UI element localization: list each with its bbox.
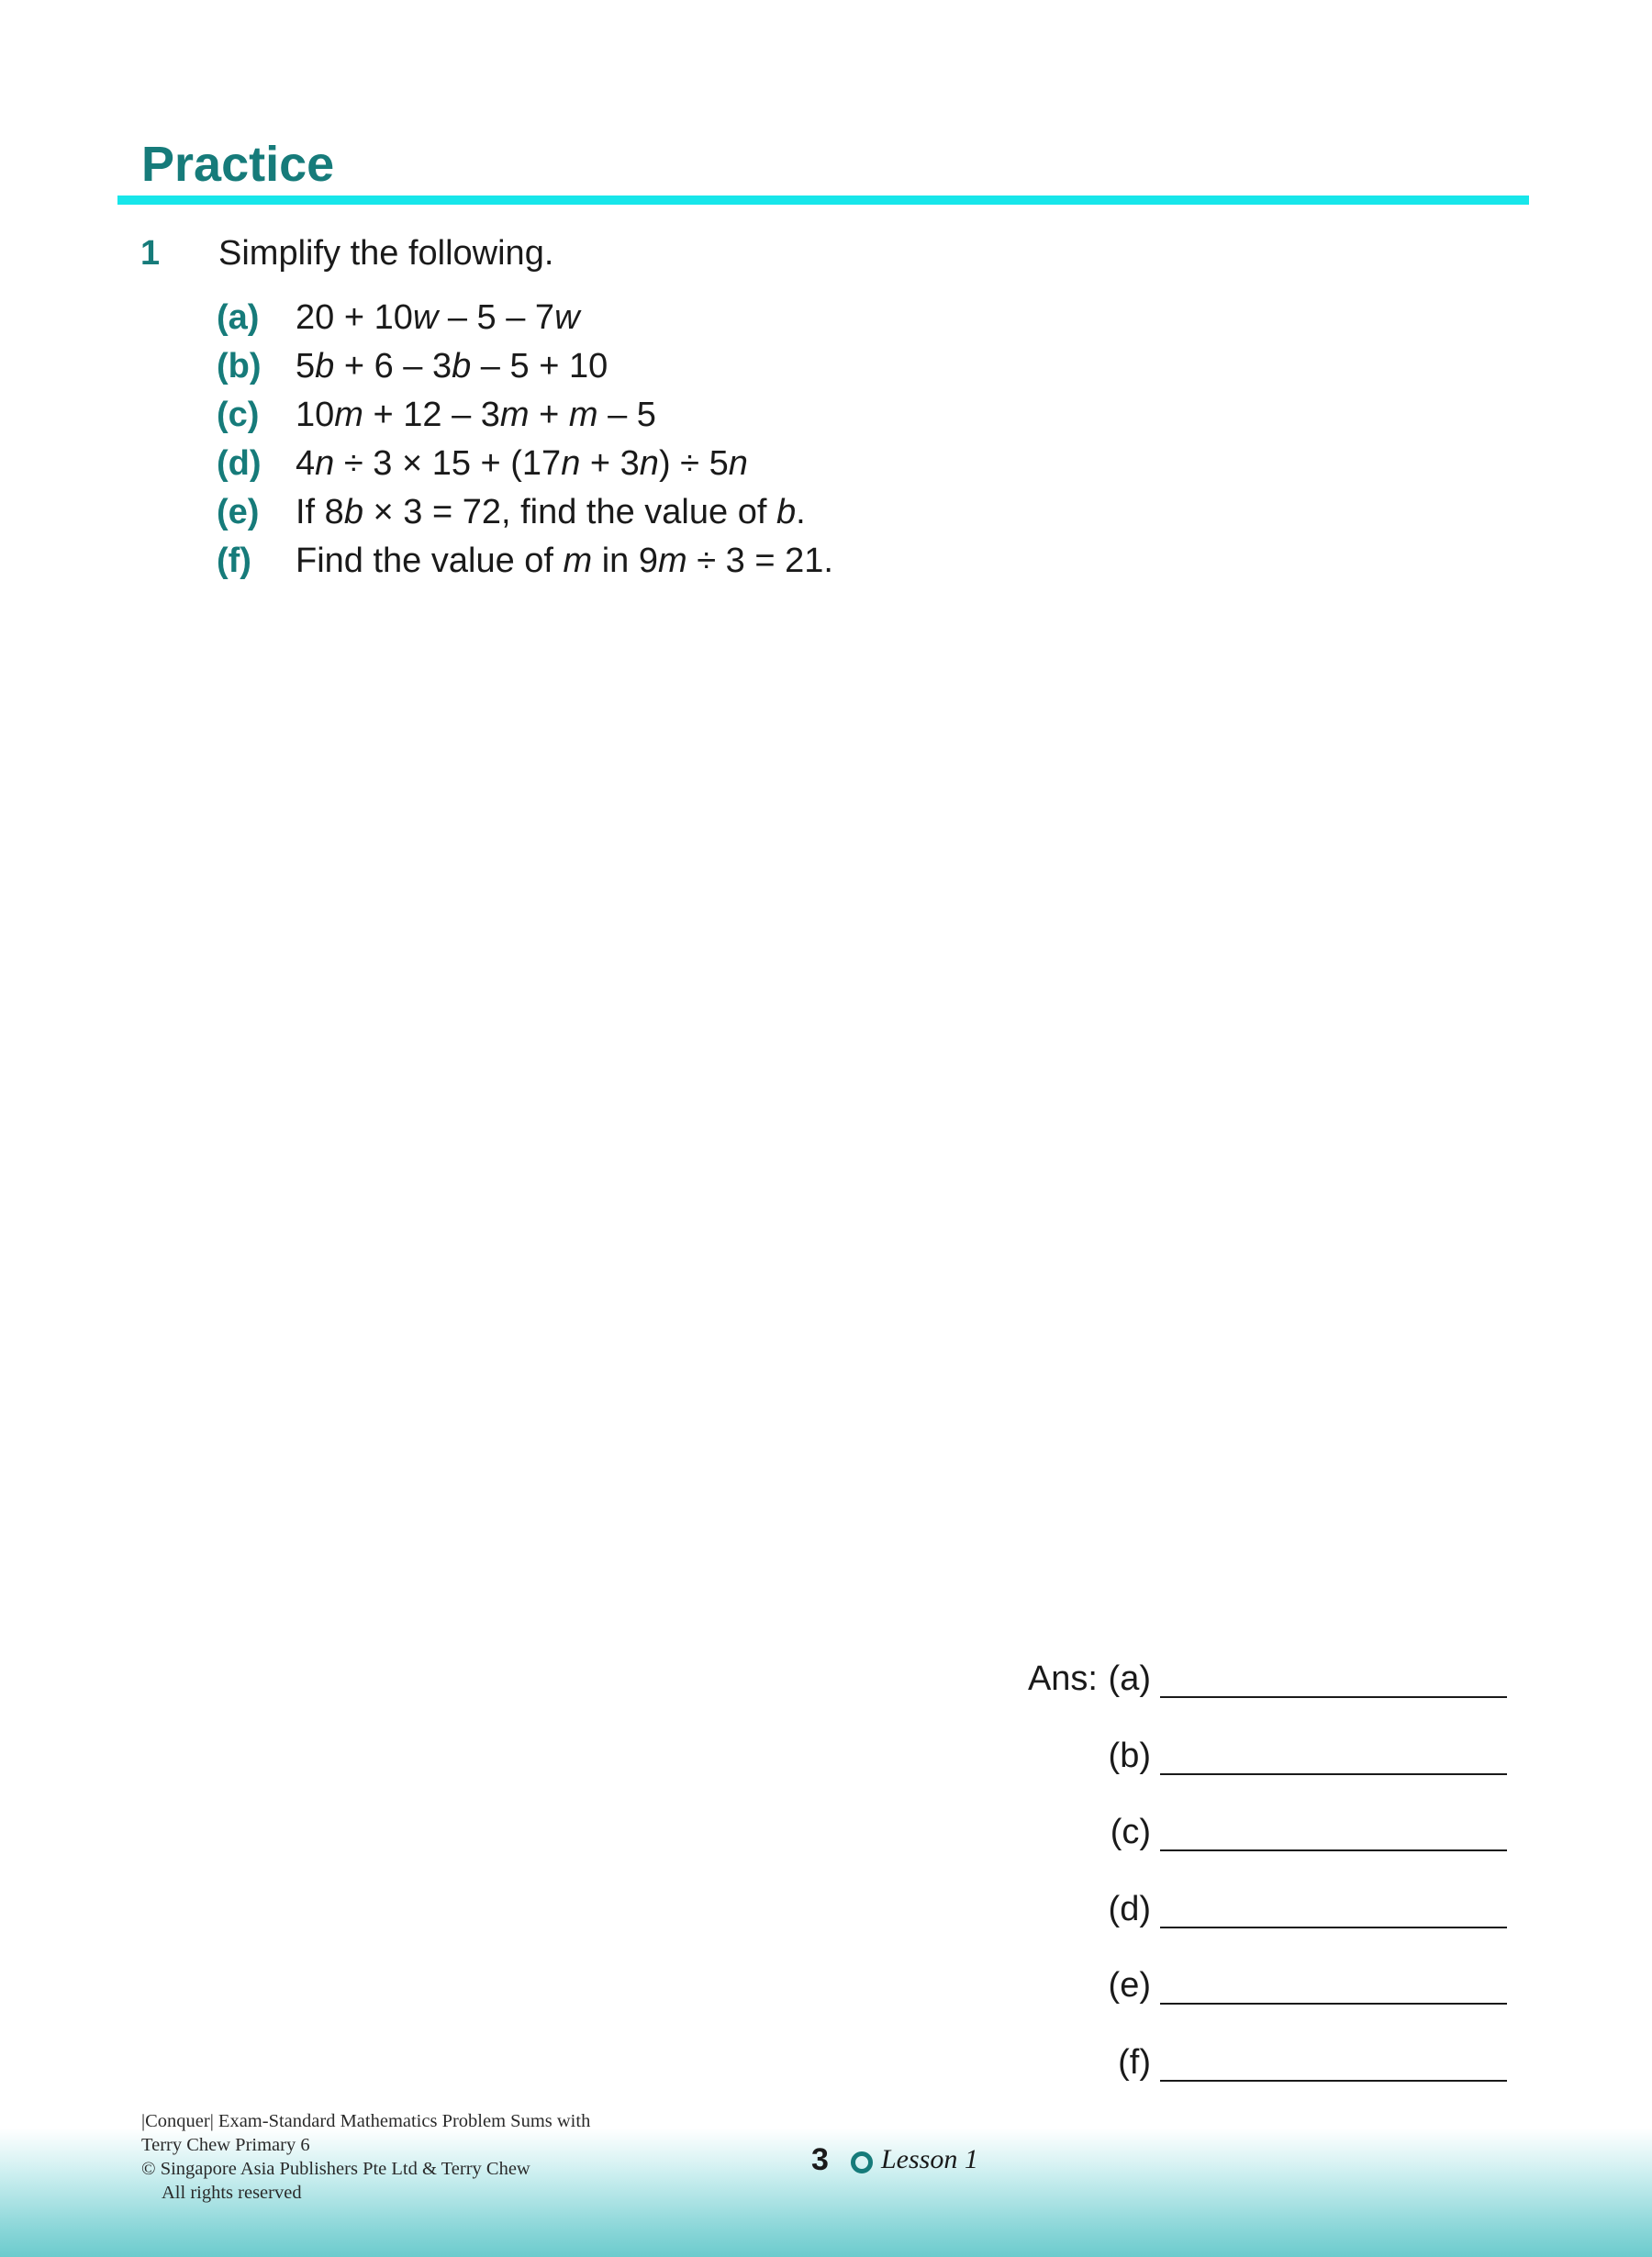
part-expression <box>296 396 656 435</box>
math-variable: n <box>561 444 581 483</box>
math-text: + <box>529 396 569 434</box>
lesson-label: Lesson 1 <box>881 2144 978 2174</box>
math-variable: n <box>639 444 659 483</box>
question-part <box>217 440 833 488</box>
answer-row-b <box>1010 1737 1510 1814</box>
math-text: × 3 = 72, find the value of <box>363 493 776 531</box>
math-text: ÷ 3 = 21. <box>686 542 833 580</box>
question-part <box>217 342 833 391</box>
answer-line-e[interactable] <box>1160 2003 1507 2005</box>
answer-line-d[interactable] <box>1160 1927 1507 1928</box>
question-part <box>217 294 833 342</box>
math-variable: b <box>315 347 335 385</box>
answer-line-c[interactable] <box>1160 1849 1507 1851</box>
answer-row-c <box>1010 1813 1510 1890</box>
footer-credits <box>141 2109 590 2205</box>
answer-block <box>1010 1659 1510 2120</box>
math-variable: w <box>412 298 439 337</box>
answer-row-f <box>1010 2043 1510 2120</box>
answer-label: (b) <box>1108 1736 1151 1775</box>
math-text: ÷ 3 × 15 + (17 <box>334 444 562 483</box>
question-stem: Simplify the following. <box>218 234 554 273</box>
math-text: 20 + 10 <box>296 298 413 337</box>
book-title-line1: |Conquer| Exam-Standard Mathematics Problem Sums with <box>141 2111 591 2131</box>
answer-label: (e) <box>1108 1966 1151 2006</box>
question-part <box>217 488 833 537</box>
math-text: in 9 <box>592 542 658 580</box>
math-variable: m <box>499 396 530 434</box>
math-text: . <box>796 493 806 531</box>
answer-line-f[interactable] <box>1160 2080 1507 2082</box>
math-variable: m <box>658 542 687 580</box>
math-variable: b <box>343 493 363 531</box>
question-parts <box>217 294 833 586</box>
rights-line: All rights reserved <box>162 2183 302 2203</box>
part-label: (d) <box>217 444 262 483</box>
math-variable: m <box>563 542 593 580</box>
math-variable: m <box>568 396 598 434</box>
answer-row-d <box>1010 1890 1510 1967</box>
math-text: + 6 – 3 <box>334 347 452 385</box>
answer-label: (c) <box>1110 1813 1151 1852</box>
part-expression <box>296 444 748 484</box>
question-part <box>217 537 833 586</box>
question-number: 1 <box>140 234 161 273</box>
answer-row-a <box>1010 1659 1510 1737</box>
math-variable: b <box>776 493 797 531</box>
part-label: (e) <box>217 493 260 531</box>
answer-label: (f) <box>1118 2042 1151 2082</box>
math-text: – 5 <box>597 396 656 434</box>
math-variable: w <box>554 298 580 337</box>
math-text: 10 <box>296 396 335 434</box>
title-divider <box>117 196 1529 205</box>
part-label: (c) <box>217 396 260 434</box>
part-expression <box>296 493 806 532</box>
math-text: Find the value of <box>296 542 564 580</box>
math-variable: m <box>334 396 363 434</box>
publisher-line: © Singapore Asia Publishers Pte Ltd & Terry Chew <box>141 2159 530 2179</box>
part-label: (f) <box>217 542 251 580</box>
answer-label: (d) <box>1108 1889 1151 1928</box>
math-text: + 3 <box>580 444 640 483</box>
page-title: Practice <box>141 137 335 192</box>
part-expression <box>296 298 580 338</box>
math-text: + 12 – 3 <box>363 396 500 434</box>
math-text: – 5 – 7 <box>438 298 555 337</box>
math-text: If 8 <box>296 493 344 531</box>
answer-line-b[interactable] <box>1160 1773 1507 1775</box>
answer-row-e <box>1010 1966 1510 2043</box>
math-text: 5 <box>296 347 316 385</box>
math-text: ) ÷ 5 <box>658 444 729 483</box>
part-label: (a) <box>217 298 260 337</box>
book-title-line2: Terry Chew Primary 6 <box>141 2135 310 2155</box>
page-number: 3 <box>811 2142 829 2177</box>
math-text: – 5 + 10 <box>471 347 608 385</box>
answer-label: (a) <box>1108 1659 1151 1698</box>
answer-prefix: Ans: <box>1027 1659 1098 1698</box>
math-variable: n <box>315 444 335 483</box>
ring-icon <box>851 2151 873 2173</box>
math-text: 4 <box>296 444 316 483</box>
math-variable: b <box>452 347 472 385</box>
part-expression <box>296 542 833 581</box>
question-part <box>217 391 833 440</box>
math-variable: n <box>728 444 748 483</box>
part-label: (b) <box>217 347 262 385</box>
part-expression <box>296 347 608 386</box>
answer-line-a[interactable] <box>1160 1696 1507 1698</box>
